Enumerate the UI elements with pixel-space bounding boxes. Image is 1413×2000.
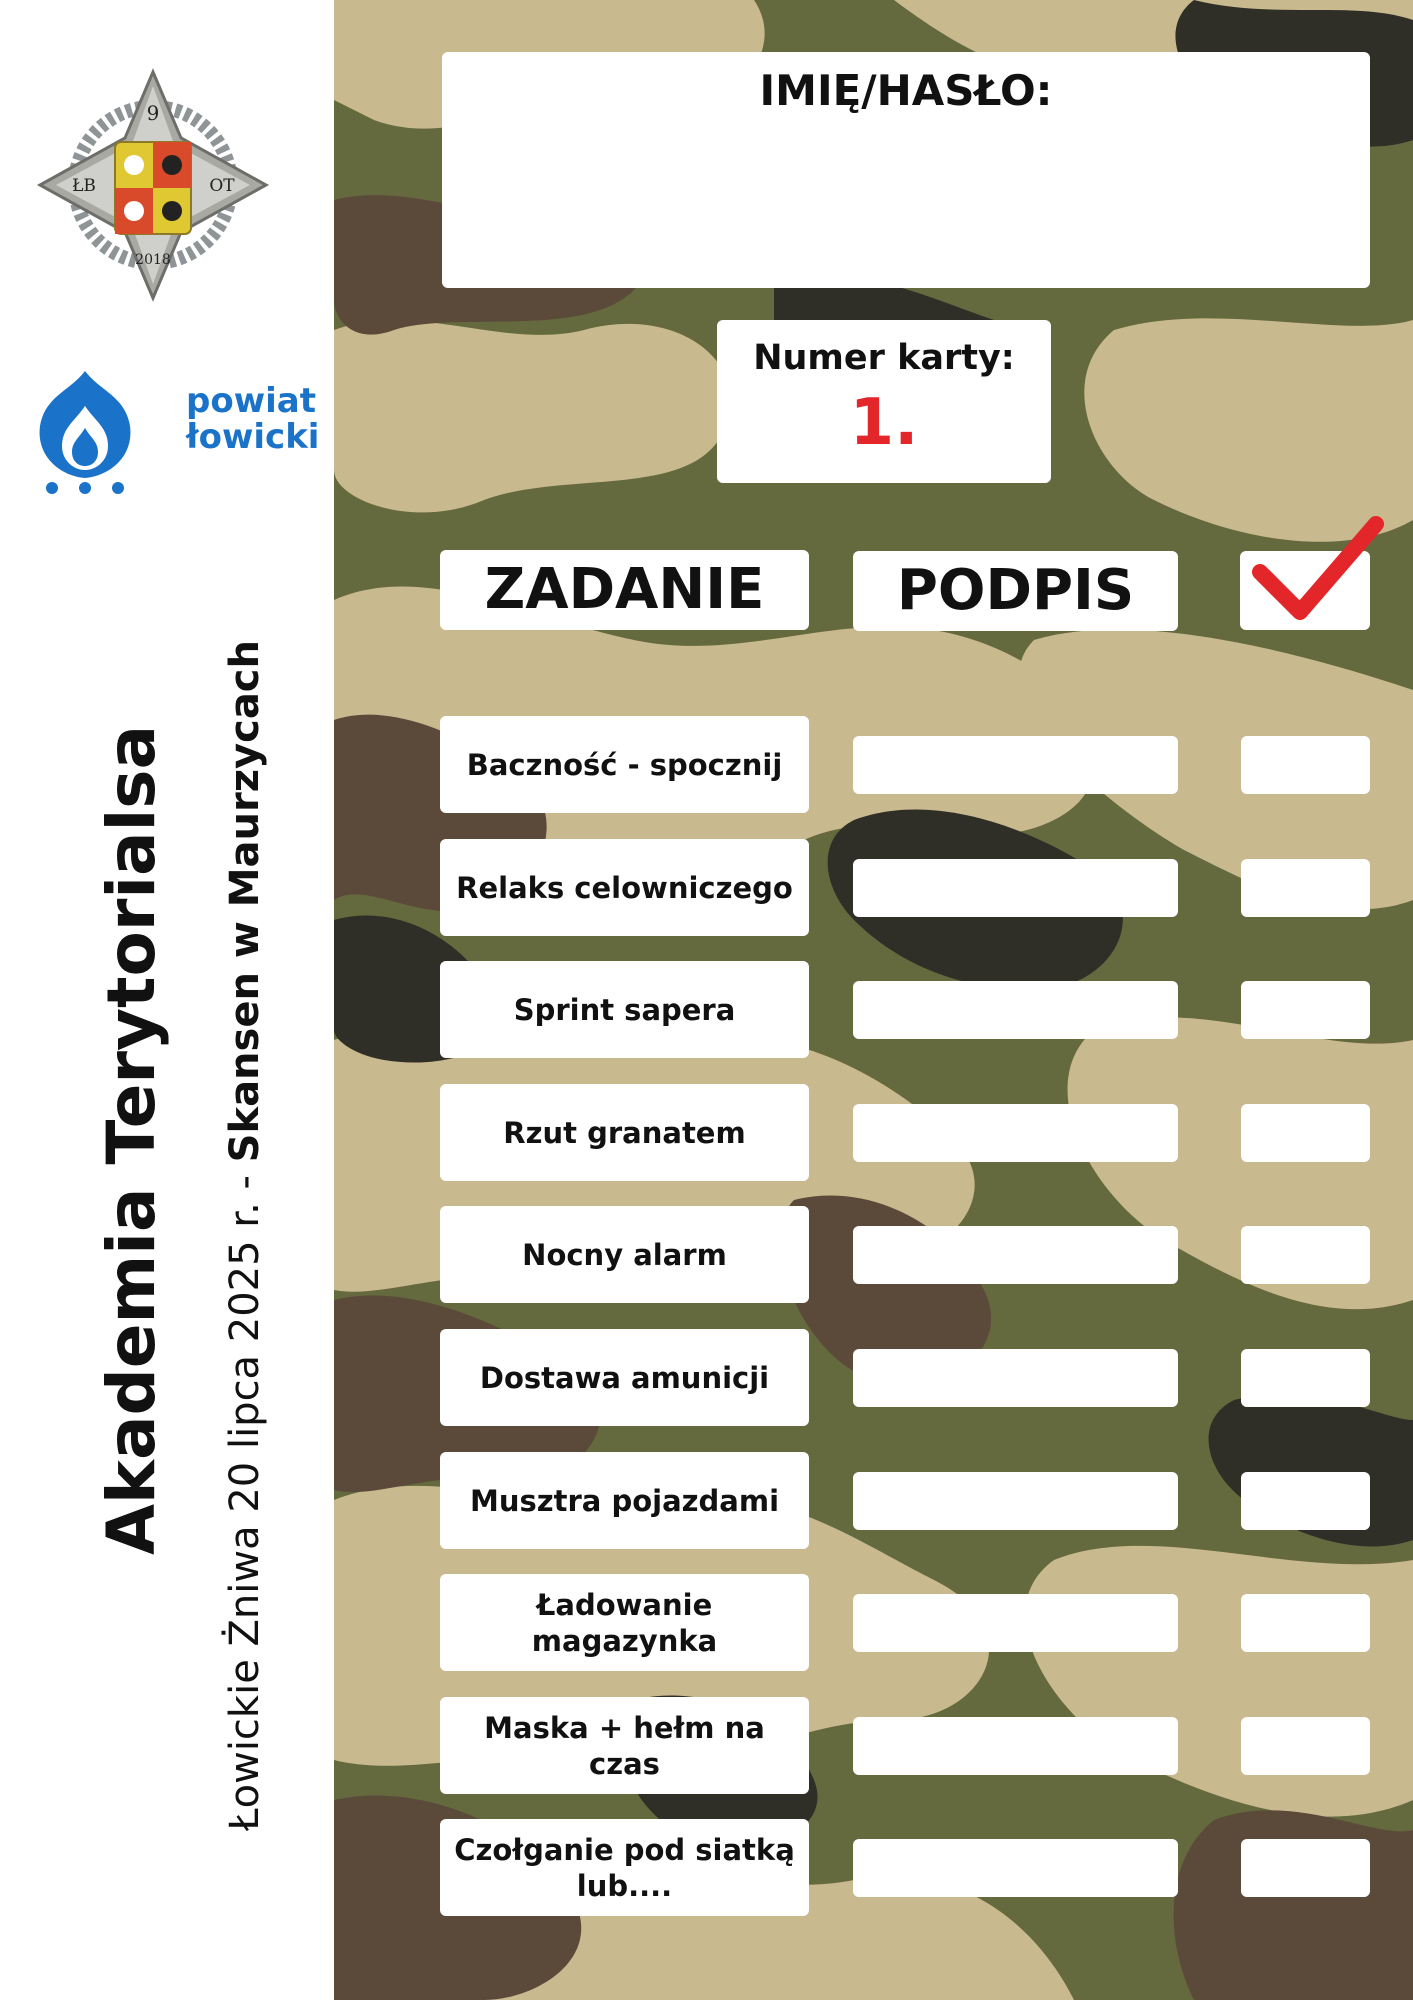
signature-field[interactable] [853, 981, 1178, 1039]
signature-field[interactable] [853, 1104, 1178, 1162]
completion-checkbox[interactable] [1241, 981, 1370, 1039]
completion-checkbox[interactable] [1241, 1226, 1370, 1284]
powiat-line2: łowicki [186, 417, 320, 457]
task-label: Dostawa amunicji [440, 1329, 809, 1426]
name-password-label: IMIĘ/HASŁO: [759, 66, 1053, 115]
event-subtitle [215, 640, 275, 1940]
red-checkmark-icon [1252, 514, 1384, 626]
powiat-flame-icon [30, 366, 140, 496]
completion-checkbox[interactable] [1241, 736, 1370, 794]
completion-checkbox[interactable] [1241, 1594, 1370, 1652]
name-password-field[interactable] [442, 52, 1370, 288]
crest-year: 2018 [135, 252, 171, 268]
task-label: Relaks celowniczego [440, 839, 809, 936]
task-label: Maska + hełm na czas [440, 1697, 809, 1794]
task-label: Ładowanie magazynka [440, 1574, 809, 1671]
signature-field[interactable] [853, 736, 1178, 794]
sidebar [0, 0, 334, 2000]
military-crest-logo [36, 68, 270, 302]
signature-column-header: PODPIS [853, 551, 1178, 631]
event-location-text: Skansen w Maurzycach [222, 640, 268, 1163]
signature-field[interactable] [853, 1594, 1178, 1652]
powiat-line1: powiat [186, 381, 316, 421]
completion-checkbox[interactable] [1241, 1717, 1370, 1775]
task-label: Rzut granatem [440, 1084, 809, 1181]
completion-checkbox[interactable] [1241, 1349, 1370, 1407]
completion-checkbox[interactable] [1241, 859, 1370, 917]
completion-checkbox[interactable] [1241, 1472, 1370, 1530]
signature-field[interactable] [853, 1226, 1178, 1284]
completion-checkbox[interactable] [1241, 1104, 1370, 1162]
task-label: Czołganie pod siatką lub.... [440, 1819, 809, 1916]
card-number-value: 1. [849, 386, 919, 460]
task-label: Baczność - spocznij [440, 716, 809, 813]
task-label: Musztra pojazdami [440, 1452, 809, 1549]
event-date-text: Łowickie Żniwa 20 lipca 2025 r. - [222, 1162, 268, 1831]
card-number-label: Numer karty: [753, 338, 1015, 378]
signature-field[interactable] [853, 859, 1178, 917]
powiat-logo-text [186, 383, 326, 455]
signature-field[interactable] [853, 1349, 1178, 1407]
signature-field[interactable] [853, 1839, 1178, 1897]
crest-left-text: ŁB [72, 176, 96, 196]
task-label: Sprint sapera [440, 961, 809, 1058]
event-title: Akademia Terytorialsa [93, 724, 170, 1556]
task-label: Nocny alarm [440, 1206, 809, 1303]
signature-field[interactable] [853, 1472, 1178, 1530]
crest-top-number: 9 [146, 101, 160, 125]
completion-checkbox[interactable] [1241, 1839, 1370, 1897]
card-number-box [717, 320, 1051, 483]
crest-right-text: OT [209, 176, 235, 196]
signature-field[interactable] [853, 1717, 1178, 1775]
task-column-header: ZADANIE [440, 550, 809, 630]
